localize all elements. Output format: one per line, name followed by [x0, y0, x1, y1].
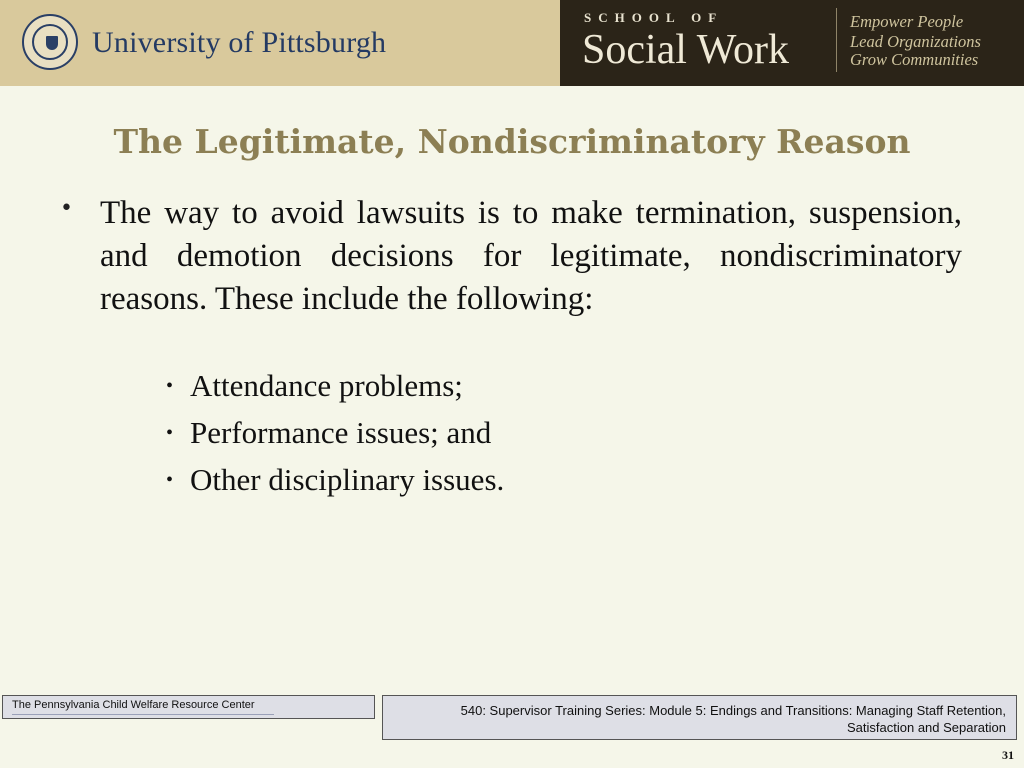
bullet-icon: • [60, 196, 73, 221]
tagline-1: Empower People [850, 12, 964, 31]
school-label: SCHOOL OF [584, 10, 724, 25]
school-title: Social Work [582, 27, 789, 73]
university-banner [0, 0, 560, 86]
university-name: University of Pittsburgh [92, 26, 387, 59]
header-banner [0, 0, 1024, 86]
footer-organization-text: The Pennsylvania Child Welfare Resource Center [12, 699, 255, 711]
footer-course-line-2: Satisfaction and Separation [847, 720, 1006, 735]
bullet-icon: • [166, 469, 174, 491]
tagline-3: Grow Communities [850, 50, 979, 69]
university-seal-icon [22, 14, 78, 70]
footer-underline [12, 714, 274, 715]
main-bullet-text: The way to avoid lawsuits is to make termination, suspension, and demotion decisions for legitimate, nondiscriminatory reasons. These include the following: [100, 195, 962, 317]
page-number: 31 [1002, 748, 1014, 762]
footer-course [382, 695, 1017, 740]
list-item-label: Other disciplinary issues. [190, 462, 505, 497]
seal-ring [32, 24, 68, 60]
banner-divider [836, 8, 837, 72]
bullet-icon: • [166, 422, 174, 444]
footer-organization [2, 695, 375, 719]
list-item-label: Performance issues; and [190, 415, 492, 450]
slide-title: The Legitimate, Nondiscriminatory Reason [113, 122, 911, 161]
footer-course-line-1: 540: Supervisor Training Series: Module 5: Endings and Transitions: Managing Staff Retention, [460, 703, 1006, 718]
seal-shield [46, 36, 58, 50]
tagline-2: Lead Organizations [850, 32, 981, 51]
bullet-icon: • [166, 375, 174, 397]
list-item-label: Attendance problems; [190, 368, 463, 403]
